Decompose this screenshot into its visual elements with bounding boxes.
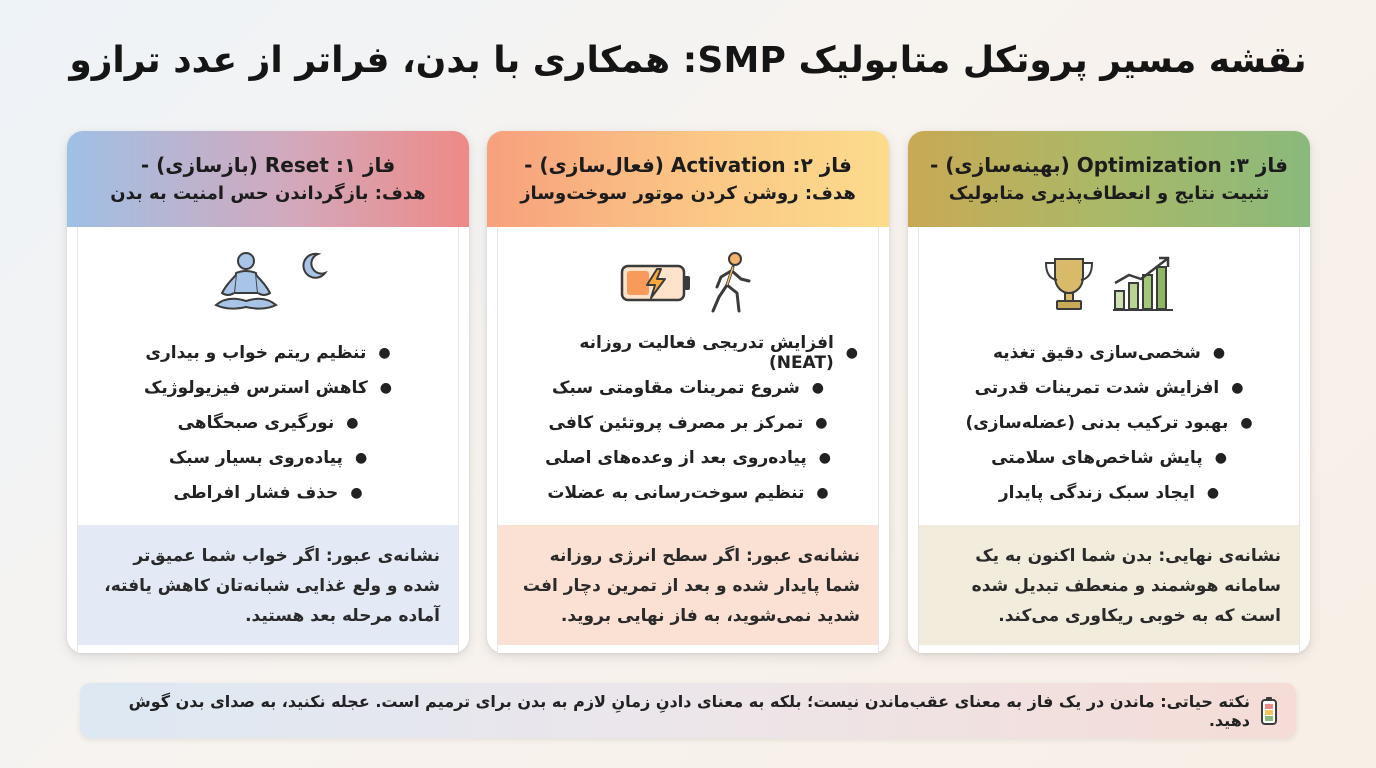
phase-2-card bbox=[487, 131, 889, 653]
phase-1-items bbox=[78, 335, 458, 510]
phase-1-title: فاز ۱: Reset (بازسازی) - bbox=[140, 153, 396, 177]
page-title: نقشه مسیر پروتکل متابولیک SMP: همکاری با بدن، فراتر از عدد ترازو bbox=[69, 40, 1307, 81]
phase-2-icons bbox=[498, 245, 878, 325]
list-item: ● حذف فشار افراطی bbox=[173, 482, 363, 503]
list-item: ● کاهش استرس فیزیولوژیک bbox=[144, 377, 392, 398]
list-item: ● ایجاد سبک زندگی پایدار bbox=[998, 482, 1220, 503]
phase-3-body bbox=[918, 227, 1300, 653]
phase-1-icons bbox=[78, 245, 458, 325]
list-item: ● افزایش شدت تمرینات قدرتی bbox=[974, 377, 1244, 398]
phase-1-body bbox=[77, 227, 459, 653]
trophy-icon bbox=[1041, 253, 1097, 317]
crescent-moon-icon bbox=[298, 251, 328, 285]
phase-3-icons bbox=[919, 245, 1299, 325]
phase-2-goal: هدف: روشن کردن موتور سوخت‌وساز bbox=[520, 183, 856, 204]
phase-3-card bbox=[908, 131, 1310, 653]
list-item: ● تنظیم ریتم خواب و بیداری bbox=[145, 342, 391, 363]
phase-1-pass-sign: نشانه‌ی عبور: اگر خواب شما عمیق‌تر شده و ولع غذایی شبانه‌تان کاهش یافته، آماده مرحله بعد هستید. bbox=[78, 525, 458, 645]
list-item: ● شروع تمرینات مقاومتی سبک bbox=[551, 377, 825, 398]
phase-1-header bbox=[67, 131, 469, 227]
list-item: ● پیاده‌روی بسیار سبک bbox=[168, 447, 368, 468]
charging-battery-icon bbox=[619, 261, 693, 309]
phase-2-pass-sign: نشانه‌ی عبور: اگر سطح انرژی روزانه شما پایدار شده و بعد از تمرین دچار افت شدید نمی‌شوید، به فاز نهایی بروید. bbox=[498, 525, 878, 645]
meditation-person-icon bbox=[208, 251, 284, 319]
growth-chart-icon bbox=[1111, 253, 1177, 317]
phase-2-items bbox=[498, 332, 878, 510]
list-item: ● شخصی‌سازی دقیق تغذیه bbox=[992, 342, 1226, 363]
phase-3-header bbox=[908, 131, 1310, 227]
phase-3-title: فاز ۳: Optimization (بهینه‌سازی) - bbox=[930, 153, 1288, 177]
phase-1-goal: هدف: بازگرداندن حس امنیت به بدن bbox=[110, 183, 426, 204]
list-item: ● نورگیری صبحگاهی bbox=[177, 412, 359, 433]
phase-3-items bbox=[919, 335, 1299, 510]
phase-3-goal: تثبیت نتایج و انعطاف‌پذیری متابولیک bbox=[948, 183, 1270, 204]
walking-person-icon bbox=[707, 251, 757, 319]
vital-note-text: نکته حیاتی: ماندن در یک فاز به معنای عقب‌ماندن نیست؛ بلکه به معنای دادنِ زمانِ لازم به بدن برای ترمیم است. عجله نکنید، به صدای بدن گوش دهید. bbox=[128, 691, 1250, 730]
list-item: ● تمرکز بر مصرف پروتئین کافی bbox=[548, 412, 828, 433]
list-item: ● پایش شاخص‌های سلامتی bbox=[991, 447, 1227, 468]
phase-2-title: فاز ۲: Activation (فعال‌سازی) - bbox=[524, 153, 852, 177]
battery-icon bbox=[1260, 696, 1278, 726]
list-item: ● پیاده‌روی بعد از وعده‌های اصلی bbox=[545, 447, 831, 468]
phase-2-header bbox=[487, 131, 889, 227]
phase-3-final-sign: نشانه‌ی نهایی: بدن شما اکنون به یک سامانه هوشمند و منعطف تبدیل شده است که به خوبی ریکاوری می‌کند. bbox=[919, 525, 1299, 645]
phase-2-body bbox=[497, 227, 879, 653]
list-item: ● تنظیم سوخت‌رسانی به عضلات bbox=[547, 482, 829, 503]
list-item: ● بهبود ترکیب بدنی (عضله‌سازی) bbox=[965, 412, 1253, 433]
vital-note-bar bbox=[80, 683, 1296, 738]
list-item: ● افزایش تدریجی فعالیت روزانه (NEAT) bbox=[579, 332, 858, 373]
phase-1-card bbox=[67, 131, 469, 653]
